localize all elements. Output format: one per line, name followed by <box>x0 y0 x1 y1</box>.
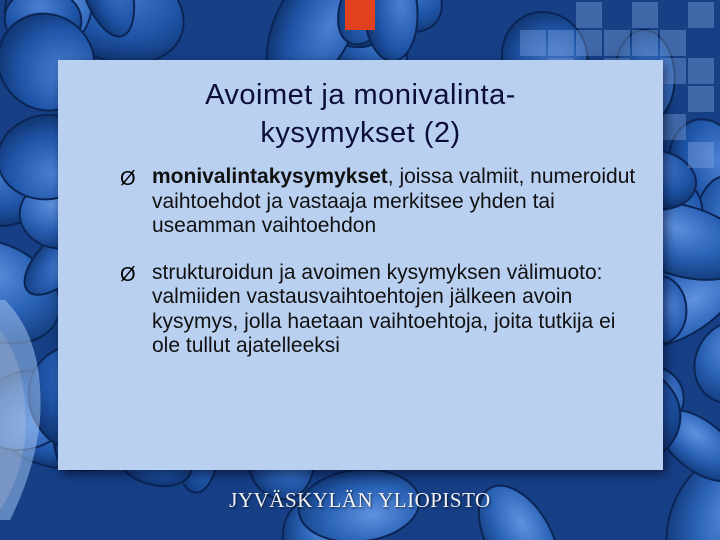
slide-title-line-2: kysymykset (2) <box>260 117 461 149</box>
bullet-list <box>120 165 640 381</box>
accent-square <box>345 0 375 30</box>
decorative-square <box>548 30 574 56</box>
decorative-square <box>604 30 630 56</box>
decorative-square <box>660 58 686 84</box>
slide-content-card <box>58 60 663 470</box>
decorative-square <box>660 30 686 56</box>
decorative-square <box>688 2 714 28</box>
bullet-text: , joissa valmiit, numeroidut vaihtoehdot ja vastaaja merkitsee yhden tai useamman vaihtoehdon <box>152 165 636 237</box>
decorative-square <box>632 30 658 56</box>
decorative-square <box>520 30 546 56</box>
slide-title <box>58 76 663 152</box>
decorative-square <box>688 58 714 84</box>
decorative-square <box>688 142 714 168</box>
bullet-arrow-icon: Ø <box>120 263 136 286</box>
bullet-text: strukturoidun ja avoimen kysymyksen välimuoto: valmiiden vastausvaihtoehtojen jälkeen avoin kysymys, jolla haetaan vaihtoehtoja, joita tutkija ei ole tullut ajatelleeksi <box>152 260 616 357</box>
bullet-arrow-icon: Ø <box>120 168 136 190</box>
slide-title-line-1: Avoimet ja monivalinta- <box>205 79 516 111</box>
bullet-bold-term: monivalintakysymykset <box>152 165 388 188</box>
bullet-item-2 <box>120 261 640 359</box>
decorative-square <box>660 114 686 140</box>
bullet-item-1 <box>120 165 640 239</box>
university-logo-text: JYVÄSKYLÄN YLIOPISTO <box>229 488 491 512</box>
decorative-square <box>576 2 602 28</box>
decorative-square <box>688 86 714 112</box>
decorative-square <box>576 30 602 56</box>
decorative-square <box>632 2 658 28</box>
